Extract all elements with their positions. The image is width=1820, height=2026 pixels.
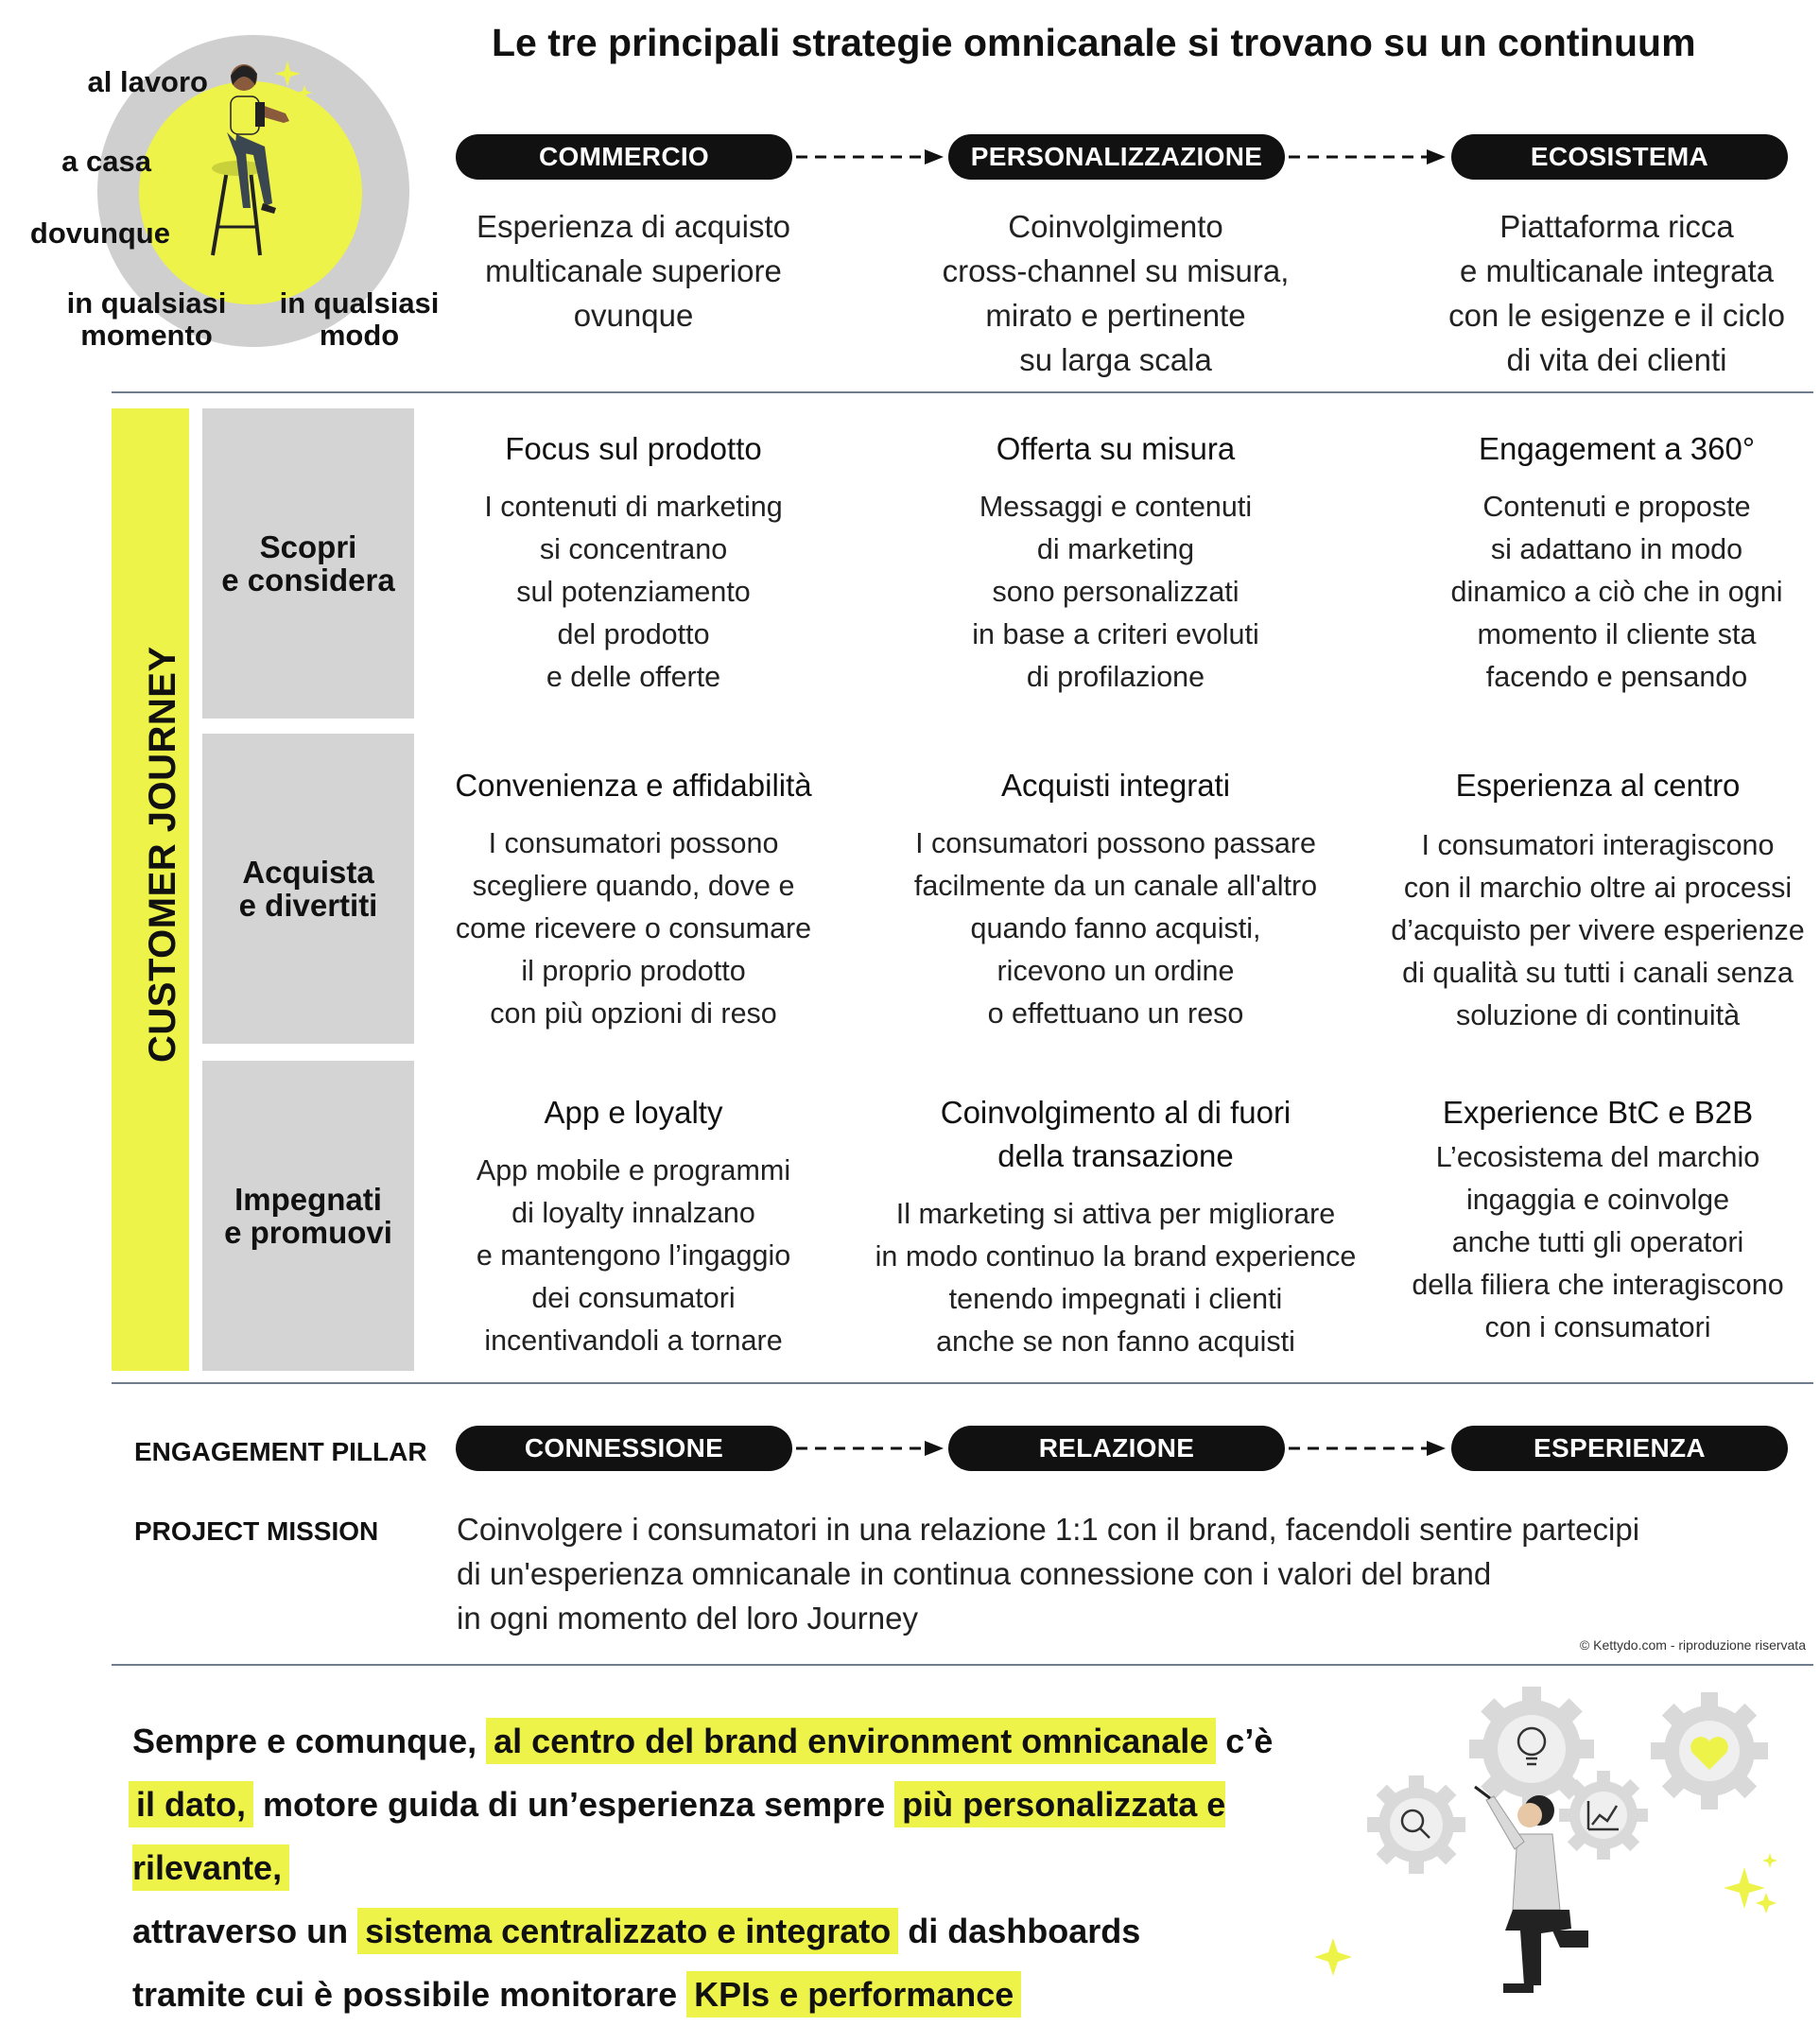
strategy-desc-personalizzazione: Coinvolgimento cross-channel su misura, mirato e pertinente su larga scala (942, 209, 1290, 377)
closing-line-2: il dato, motore guida di un’esperienza sempre più personalizzata e rilevante, (132, 1773, 1343, 1899)
copyright-note: © Kettydo.com - riproduzione riservata (1579, 1637, 1806, 1653)
arrow-right-icon (1285, 146, 1451, 168)
project-mission-text: Coinvolgere i consumatori in una relazione 1:1 con il brand, facendoli sentire partecipi di un'esperienza omnicanale in continua connessione con i valori del brand in ogni momento del loro Journey (457, 1512, 1640, 1636)
cell-engage-commercio: App e loyalty App mobile e programmi di loyalty innalzano e mantengono l’ingaggio dei consumatori incentivandoli a tornare (476, 1095, 791, 1357)
context-label-anyhow: in qualsiasi modo (279, 286, 440, 352)
gears-illustration (1305, 1683, 1796, 1995)
cell-discover-commercio: Focus sul prodotto I contenuti di marketing si concentrano sul potenziamento del prodotto e delle offerte (484, 431, 783, 693)
divider (112, 1664, 1813, 1666)
strategy-pill-personalizzazione: PERSONALIZZAZIONE (948, 134, 1285, 180)
customer-journey-label: CUSTOMER JOURNEY (142, 646, 183, 1063)
closing-line-3: attraverso un sistema centralizzato e integrato di dashboards (132, 1899, 1343, 1963)
pillar-pill-relazione: RELAZIONE (948, 1426, 1285, 1471)
cell-engage-personalizzazione: Coinvolgimento al di fuori della transazione Il marketing si attiva per migliorare in modo continuo la brand experience tenendo impegnati i clienti anche se non fanno acquisti (875, 1095, 1357, 1358)
arrow-right-icon (1285, 1437, 1451, 1460)
closing-statement (132, 1709, 1343, 2026)
strategy-pill-ecosistema: ECOSISTEMA (1451, 134, 1788, 180)
divider (112, 1382, 1813, 1384)
stage-discover: Scopri e considera (202, 408, 414, 719)
cell-purchase-personalizzazione: Acquisti integrati I consumatori possono passare facilmente da un canale all'altro quando fanno acquisti, ricevono un ordine o effettuano un reso (913, 768, 1318, 1030)
context-label-work: al lavoro (87, 65, 208, 98)
cell-discover-ecosistema: Engagement a 360° Contenuti e proposte si adattano in modo dinamico a ciò che in ogni momento il cliente sta facendo e pensando (1450, 431, 1783, 693)
arrow-right-icon (792, 146, 948, 168)
cell-discover-personalizzazione: Offerta su misura Messaggi e contenuti di marketing sono personalizzati in base a criteri evoluti di profilazione (972, 431, 1259, 693)
context-label-anywhere: dovunque (29, 216, 170, 250)
pillar-pill-connessione: CONNESSIONE (456, 1426, 792, 1471)
stage-purchase: Acquista e divertiti (202, 734, 414, 1044)
engagement-pillar-label: ENGAGEMENT PILLAR (134, 1437, 427, 1466)
sparkle-icon (274, 59, 312, 100)
stage-engage: Impegnati e promuovi (202, 1061, 414, 1371)
page-title: Le tre principali strategie omnicanale si trovano su un continuum (492, 21, 1696, 64)
cell-purchase-commercio: Convenienza e affidabilità I consumatori possono scegliere quando, dove e come ricevere o consumare il proprio prodotto con più opzioni di reso (455, 768, 812, 1030)
divider (112, 391, 1813, 393)
project-mission-label: PROJECT MISSION (134, 1516, 379, 1546)
context-label-anytime: in qualsiasi momento (66, 286, 227, 352)
closing-line-1: Sempre e comunque, al centro del brand environment omnicanale c’è (132, 1709, 1343, 1773)
strategy-desc-ecosistema: Piattaforma ricca e multicanale integrata con le esigenze e il ciclo di vita dei clienti (1448, 209, 1785, 377)
cell-engage-ecosistema: Experience BtC e B2B L’ecosistema del marchio ingaggia e coinvolge anche tutti gli operatori della filiera che interagiscono con i consumatori (1412, 1095, 1784, 1343)
strategy-pill-commercio: COMMERCIO (456, 134, 792, 180)
context-label-home: a casa (61, 145, 151, 178)
cell-purchase-ecosistema: Esperienza al centro I consumatori interagiscono con il marchio oltre ai processi d’acquisto per vivere esperienze di qualità su tutti i canali senza soluzione di continuità (1391, 768, 1805, 1031)
strategy-desc-commercio: Esperienza di acquisto multicanale superiore ovunque (476, 209, 791, 333)
arrow-right-icon (792, 1437, 948, 1460)
pillar-pill-esperienza: ESPERIENZA (1451, 1426, 1788, 1471)
closing-line-4: tramite cui è possibile monitorare KPIs e performance (132, 1963, 1343, 2026)
